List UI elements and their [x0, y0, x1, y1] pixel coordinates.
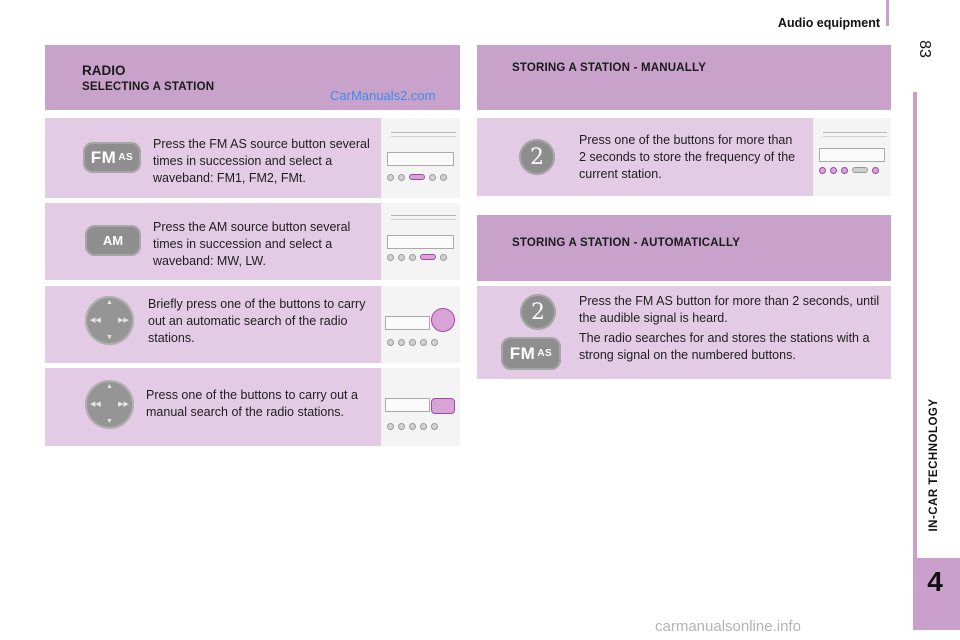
- left-right-arrows-button-icon: ▲ ▼ ◀◀ ▶▶: [85, 380, 134, 429]
- step-text: Press the FM AS source button several times in succession and select a waveband: FM1, FM2, FMt.: [153, 137, 370, 185]
- step-fm-source: [45, 118, 381, 198]
- step-text: Press the AM source button several times in succession and select a waveband: MW, LW.: [153, 220, 351, 268]
- step-store-auto: [477, 286, 891, 379]
- step-manual-search: [45, 368, 381, 446]
- radio-panel-illustration: [381, 118, 460, 198]
- radio-panel-illustration: [381, 286, 460, 363]
- am-button-icon: AM: [85, 225, 141, 256]
- chapter-number: 4: [927, 566, 943, 597]
- numbered-button-2-icon: 2: [519, 139, 555, 175]
- radio-panel-illustration: [813, 118, 891, 196]
- step-text: Briefly press one of the buttons to carry out an automatic search of the radio stations.: [148, 297, 366, 345]
- fm-as-button-icon: FM AS: [83, 142, 141, 173]
- page-number: 83: [916, 40, 933, 58]
- step-store-manual: [477, 118, 813, 196]
- manual-title: STORING A STATION - MANUALLY: [512, 62, 707, 74]
- step-text: Press the FM AS button for more than 2 seconds, until the audible signal is heard.: [579, 294, 880, 325]
- radio-panel-illustration: [381, 203, 460, 280]
- header-divider: [886, 0, 889, 26]
- step-text: The radio searches for and stores the stations with a strong signal on the numbered buttons.: [579, 331, 870, 362]
- radio-title: RADIO: [82, 63, 126, 78]
- numbered-button-2-icon: 2: [520, 294, 556, 330]
- fm-as-button-icon: FM AS: [501, 337, 561, 370]
- watermark-text: CarManuals2.com: [330, 88, 436, 103]
- step-text: Press one of the buttons to carry out a manual search of the radio stations.: [146, 388, 358, 419]
- manual-section-header: [477, 45, 891, 110]
- step-am-source: [45, 203, 381, 280]
- auto-title: STORING A STATION - AUTOMATICALLY: [512, 237, 741, 249]
- watermark-text: carmanualsonline.info: [655, 618, 801, 635]
- step-auto-search: [45, 286, 381, 363]
- step-text: Press one of the buttons for more than 2 seconds to store the frequency of the current station.: [579, 133, 796, 181]
- auto-section-header: [477, 215, 891, 281]
- chapter-label: IN-CAR TECHNOLOGY: [928, 398, 940, 532]
- running-head: Audio equipment: [777, 16, 880, 30]
- radio-panel-illustration: [381, 368, 460, 446]
- up-down-arrows-button-icon: ▲ ▼ ◀◀ ▶▶: [85, 296, 134, 345]
- radio-subtitle: SELECTING A STATION: [82, 81, 215, 93]
